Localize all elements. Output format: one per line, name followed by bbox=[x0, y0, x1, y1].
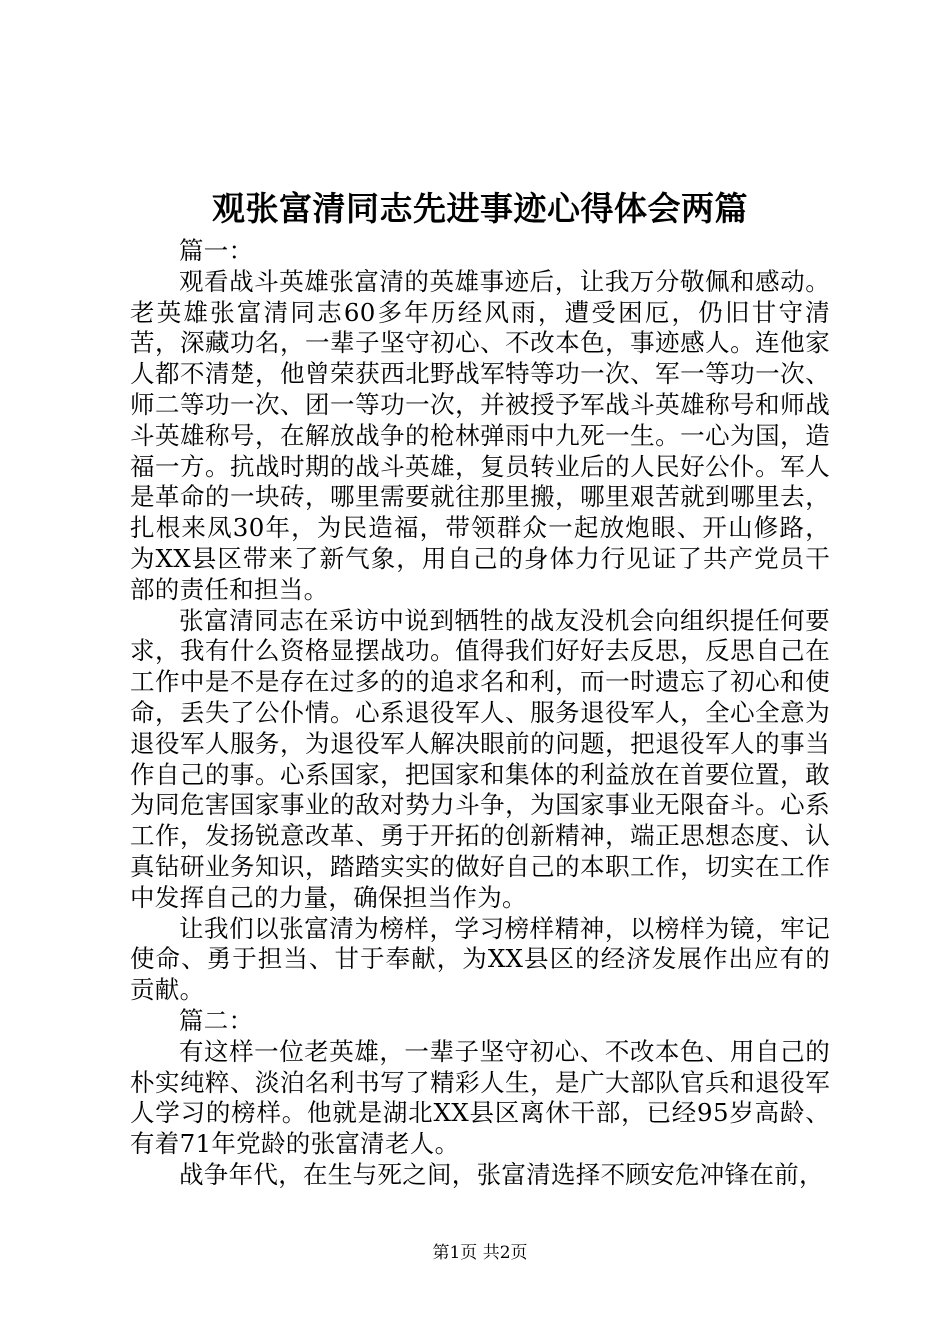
page-footer: 第1页 共2页 bbox=[432, 1243, 528, 1263]
section-heading: 篇二： bbox=[179, 1005, 254, 1035]
paragraph: 观看战斗英雄张富清的英雄事迹后，让我万分敬佩和感动。老英雄张富清同志60多年历经风雨，遭受困厄，仍旧甘守清苦，深藏功名，一辈子坚守初心、不改本色，事迹感人。连他家人都不清楚，他曾荣获西北野战军特等功一次、军一等功一次、师二等功一次、团一等功一次，并被授予军战斗英雄称号和师战斗英雄称号，在解放战争的枪林弹雨中九死一生。一心为国，造福一方。抗战时期的战斗英雄，复员转业后的人民好公仆。军人是革命的一块砖，哪里需要就往那里搬，哪里艰苦就到哪里去，扎根来凤30年，为民造福，带领群众一起放炮眼、开山修路，为XX县区带来了新气象，用自己的身体力行见证了共产党员干部的责任和担当。 bbox=[130, 266, 830, 604]
document-title: 观张富清同志先进事迹心得体会两篇 bbox=[212, 189, 748, 228]
paragraph: 有这样一位老英雄，一辈子坚守初心、不改本色、用自己的朴实纯粹、淡泊名利书写了精彩人生，是广大部队官兵和退役军人学习的榜样。他就是湖北XX县区离休干部，已经95岁高龄、有着71年党龄的张富清老人。 bbox=[130, 1036, 830, 1159]
section-heading: 篇一： bbox=[179, 236, 254, 265]
document-body bbox=[130, 236, 830, 1191]
document-page bbox=[130, 0, 830, 1344]
paragraph: 让我们以张富清为榜样，学习榜样精神，以榜样为镜，牢记使命、勇于担当、甘于奉献，为XX县区的经济发展作出应有的贡献。 bbox=[130, 913, 830, 1005]
paragraph: 张富清同志在采访中说到牺牲的战友没机会向组织提任何要求，我有什么资格显摆战功。值得我们好好去反思，反思自己在工作中是不是存在过多的的追求名和利，而一时遗忘了初心和使命，丢失了公仆情。心系退役军人、服务退役军人，全心全意为退役军人服务，为退役军人解决眼前的问题，把退役军人的事当作自己的事。心系国家，把国家和集体的利益放在首要位置，敢为同危害国家事业的敌对势力斗争，为国家事业无限奋斗。心系工作，发扬锐意改革、勇于开拓的创新精神，端正思想态度、认真钻研业务知识，踏踏实实的做好自己的本职工作，切实在工作中发挥自己的力量，确保担当作为。 bbox=[130, 605, 830, 912]
paragraph: 战争年代，在生与死之间，张富清选择不顾安危冲锋在前， bbox=[179, 1159, 824, 1189]
